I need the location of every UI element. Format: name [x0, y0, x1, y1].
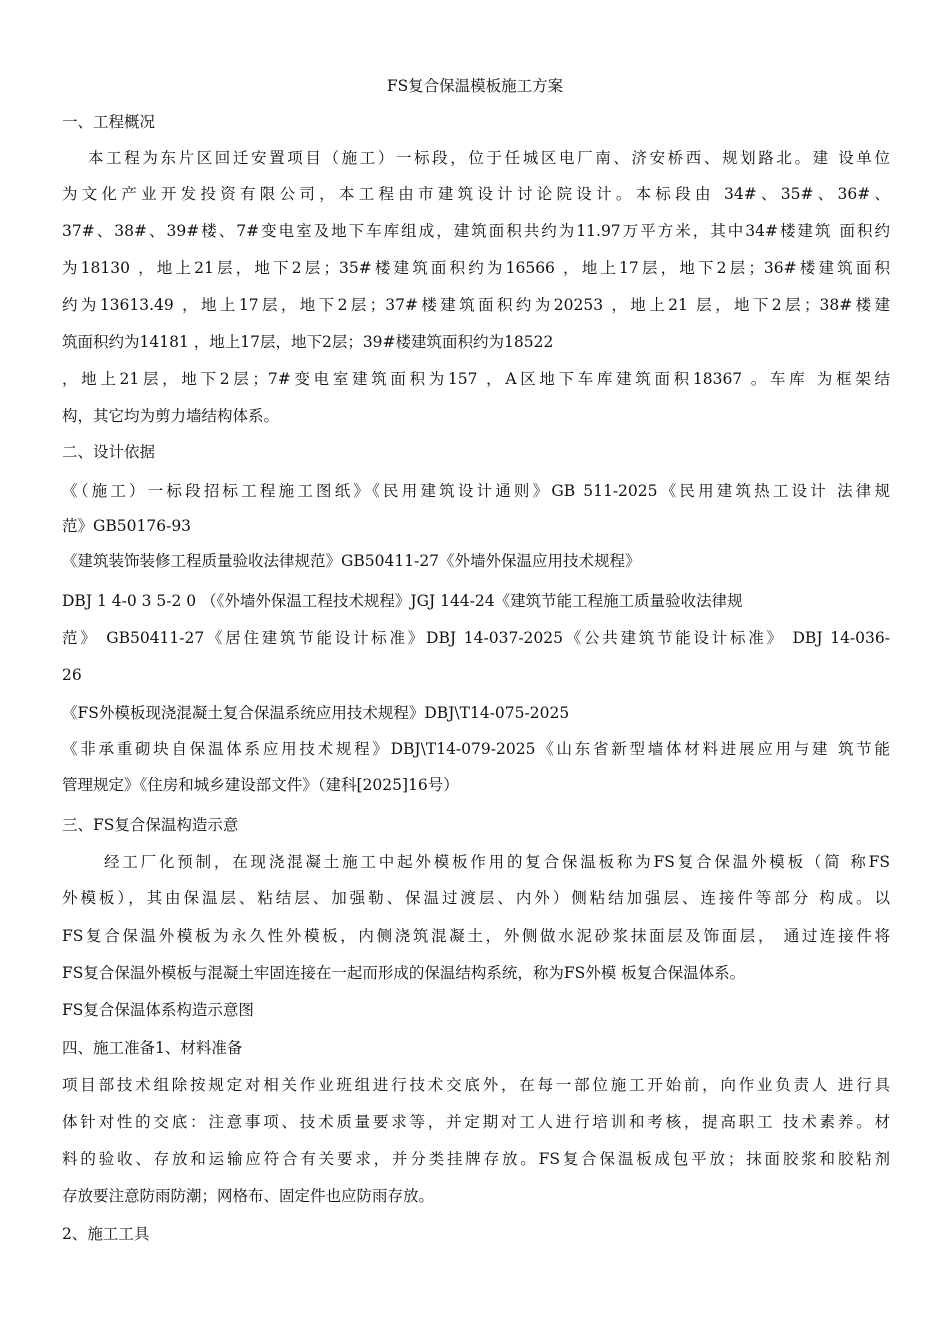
- paragraph-line: 体针对性的交底：注意事项、技术质量要求等，并定期对工人进行培训和考核，提高职工 技术素养。材: [62, 1113, 890, 1131]
- reference-line: 《建筑装饰装修工程质量验收法律规范》GB50411-27《外墙外保温应用技术规程》: [62, 552, 641, 570]
- reference-line: 《非承重砌块自保温体系应用技术规程》DBJ\T14-079-2025《山东省新型墙体材料进展应用与建 筑节能: [62, 740, 890, 758]
- paragraph-line: FS复合保温外模板为永久性外模板，内侧浇筑混凝土，外侧做水泥砂浆抹面层及饰面层， 通过连接件将: [62, 927, 890, 945]
- reference-line: 管理规定》《住房和城乡建设部文件》（建科[2025]16号）: [62, 776, 459, 794]
- section-heading: 三、FS复合保温构造示意: [62, 816, 239, 834]
- reference-line: 《FS外模板现浇混凝土复合保温系统应用技术规程》DBJ\T14-075-2025: [62, 704, 570, 722]
- reference-line: 范》GB50176-93: [62, 517, 192, 535]
- section-heading: 一、工程概况: [62, 113, 156, 131]
- reference-line: DBJ 1 4-0 3 5-2 0 （《外墙外保温工程技术规程》JGJ 144-24《建筑节能工程施工质量验收法律规: [62, 592, 743, 610]
- paragraph-line: 为文化产业开发投资有限公司，本工程由市建筑设计讨论院设计。本标段由 34#、35#、36#、: [62, 185, 890, 203]
- figure-caption: FS复合保温体系构造示意图: [62, 1001, 254, 1019]
- paragraph-line: 项目部技术组除按规定对相关作业班组进行技术交底外，在每一部位施工开始前，向作业负责人 进行具: [62, 1076, 890, 1094]
- paragraph-line: ，地上21层，地下2层；7#变电室建筑面积为157 ，A区地下车库建筑面积18367 。车库 为框架结: [62, 370, 890, 388]
- paragraph-line: 构，其它均为剪力墙结构体系。: [62, 407, 280, 425]
- paragraph-line: 37#、38#、39#楼、7#变电室及地下车库组成，建筑面积共约为11.97万平方米，其中34#楼建筑 面积约: [62, 222, 890, 240]
- paragraph-line: 本工程为东片区回迁安置项目（施工）一标段，位于任城区电厂南、济安桥西、规划路北。建 设单位: [88, 149, 890, 167]
- section-heading: 二、设计依据: [62, 443, 156, 461]
- reference-line: 范》 GB50411-27《居住建筑节能设计标准》DBJ 14-037-2025《公共建筑节能设计标准》 DBJ 14-036-: [62, 629, 890, 647]
- paragraph-line: 料的验收、存放和运输应符合有关要求，并分类挂牌存放。FS复合保温板成包平放；抹面胶浆和胶粘剂: [62, 1150, 890, 1168]
- paragraph-line: 经工厂化预制，在现浇混凝土施工中起外模板作用的复合保温板称为FS复合保温外模板（简 称FS: [104, 853, 890, 871]
- paragraph-line: 外模板），其由保温层、粘结层、加强勒、保温过渡层、内外）侧粘结加强层、连接件等部分 构成。以: [62, 889, 890, 907]
- subsection-heading: 2、施工工具: [62, 1225, 150, 1243]
- paragraph-line: 约为13613.49 ，地上17层，地下2层；37#楼建筑面积约为20253 ，地上21 层，地下2层；38#楼建: [62, 296, 890, 314]
- paragraph-line: 存放要注意防雨防潮；网格布、固定件也应防雨存放。: [62, 1187, 435, 1205]
- paragraph-line: FS复合保温外模板与混凝土牢固连接在一起而形成的保温结构系统，称为FS外模 板复合保温体系。: [62, 964, 746, 982]
- section-heading: 四、施工准备1、材料准备: [62, 1039, 243, 1057]
- reference-line: 《（施工）一标段招标工程施工图纸》《民用建筑设计通则》GB 511-2025《民用建筑热工设计 法律规: [62, 482, 890, 500]
- document-title: FS复合保温模板施工方案: [386, 77, 564, 95]
- reference-line: 26: [62, 666, 82, 684]
- paragraph-line: 筑面积约为14181 ，地上17层，地下2层；39#楼建筑面积约为18522: [62, 333, 554, 351]
- paragraph-line: 为18130 ，地上21层，地下2层；35#楼建筑面积约为16566 ，地上17层，地下2层；36#楼建筑面积: [62, 259, 890, 277]
